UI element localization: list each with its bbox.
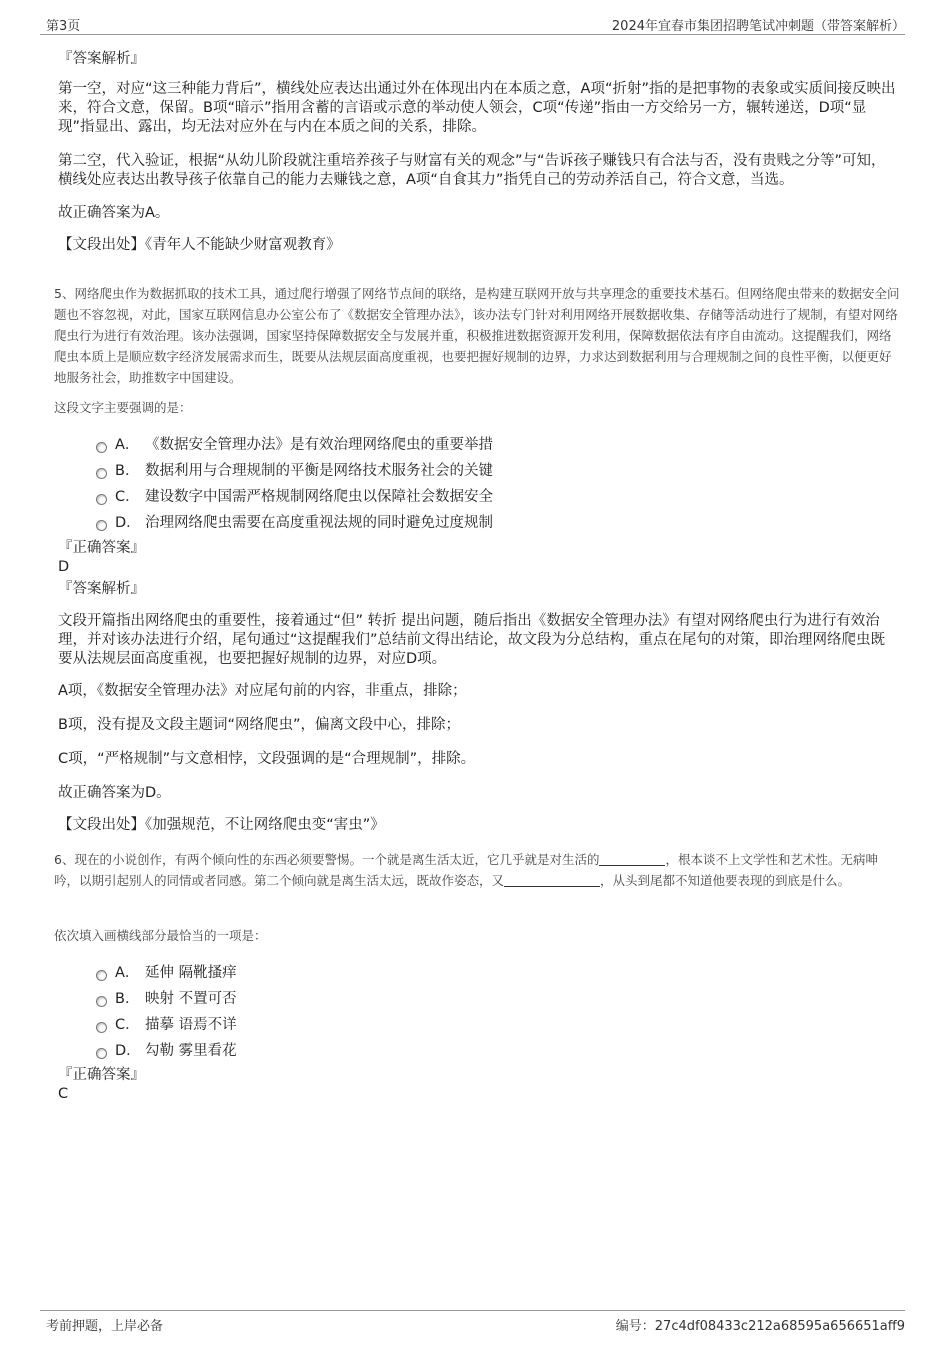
radio-button[interactable] xyxy=(96,1048,107,1059)
q4-analysis-label: 『答案解析』 xyxy=(58,51,145,67)
document-title: 2024年宜春市集团招聘笔试冲刺题（带答案解析） xyxy=(611,19,905,34)
fill-blank-1 xyxy=(599,853,665,866)
radio-button[interactable] xyxy=(96,1022,107,1033)
q6-correct-label: 『正确答案』 xyxy=(58,1067,145,1083)
radio-button[interactable] xyxy=(96,970,107,981)
fill-blank-2 xyxy=(504,874,600,887)
q4-analysis-para2: 第二空，代入验证，根据“从幼儿阶段就注重培养孩子与财富有关的观念”与“告诉孩子赚钱只有合法与否，没有贵贱之分等”可知，横线处应表达出教导孩子依靠自己的能力去赚钱之意，A项“自食其力”指凭自己的劳动养活自己，符合文意，当选。 xyxy=(58,153,886,188)
q5-option-b[interactable]: B． 数据利用与合理规制的平衡是网络技术服务社会的关键 xyxy=(96,459,493,479)
q4-conclusion: 故正确答案为A。 xyxy=(58,205,170,221)
radio-button[interactable] xyxy=(96,468,107,479)
q5-analysis-c: C项，“严格规制”与文意相悖，文段强调的是“合理规制”，排除。 xyxy=(58,751,476,767)
q5-correct-label: 『正确答案』 xyxy=(58,540,145,556)
q5-option-c[interactable]: C． 建设数字中国需严格规制网络爬虫以保障社会数据安全 xyxy=(96,485,493,505)
q6-correct-answer: C xyxy=(58,1086,69,1102)
q4-source: 【文段出处】《青年人不能缺少财富观教育》 xyxy=(58,237,341,253)
q6-stem: 6、现在的小说创作，有两个倾向性的东西必须要警惕。一个就是离生活太近，它几乎就是对生活的 ，根本谈不上文学性和艺术性。无病呻吟，以期引起别人的同情或者同感。第二个倾向就是离生活太远，既故作姿态，又 ，从头到尾都不知道他要表现的到底是什么。 xyxy=(54,852,878,888)
page-header xyxy=(40,14,905,35)
radio-button[interactable] xyxy=(96,520,107,531)
q6-option-d[interactable]: D． 勾勒 雾里看花 xyxy=(96,1039,237,1059)
radio-button[interactable] xyxy=(96,494,107,505)
q5-question: 这段文字主要强调的是： xyxy=(54,400,192,415)
q5-conclusion: 故正确答案为D。 xyxy=(58,785,171,801)
q6-option-a[interactable]: A． 延伸 隔靴搔痒 xyxy=(96,961,237,981)
q6-option-b[interactable]: B． 映射 不置可否 xyxy=(96,987,237,1007)
q5-analysis-para: 文段开篇指出网络爬虫的重要性，接着通过“但” 转折 提出问题，随后指出《数据安全管理办法》有望对网络爬虫行为进行有效治理，并对该办法进行介绍，尾句通过“这提醒我们”总结前文得出结论，故文段为分总结构，重点在尾句的对策，即治理网络爬虫既要从法规层面高度重视，也要把握好规制的边界，对应D项。 xyxy=(58,613,886,667)
radio-button[interactable] xyxy=(96,442,107,453)
page-footer xyxy=(40,1310,905,1334)
q5-source: 【文段出处】《加强规范，不让网络爬虫变“害虫”》 xyxy=(58,817,385,833)
q5-option-d[interactable]: D． 治理网络爬虫需要在高度重视法规的同时避免过度规制 xyxy=(96,511,493,531)
q5-analysis-a: A项，《数据安全管理办法》对应尾句前的内容，非重点，排除； xyxy=(58,683,467,699)
q6-question: 依次填入画横线部分最恰当的一项是： xyxy=(54,928,267,943)
page-number: 第3页 xyxy=(46,19,81,34)
document-code: 编号：27c4df08433c212a68595a656651aff9 xyxy=(615,1319,905,1334)
q6-option-c[interactable]: C． 描摹 语焉不详 xyxy=(96,1013,237,1033)
radio-button[interactable] xyxy=(96,996,107,1007)
q4-analysis-para1: 第一空，对应“这三种能力背后”，横线处应表达出通过外在体现出内在本质之意，A项“折射”指的是把事物的表象或实质间接反映出来，符合文意，保留。B项“暗示”指用含蓄的言语或示意的举动使人领会，C项“传递”指由一方交给另一方，辗转递送，D项“显现”指显出、露出，均无法对应外在与内在本质之间的关系，排除。 xyxy=(58,81,896,135)
footer-slogan: 考前押题，上岸必备 xyxy=(46,1319,164,1334)
q5-stem: 5、网络爬虫作为数据抓取的技术工具，通过爬行增强了网络节点间的联络，是构建互联网开放与共享理念的重要技术基石。但网络爬虫带来的数据安全问题也不容忽视，对此，国家互联网信息办公室公布了《数据安全管理办法》，该办法专门针对利用网络开展数据收集、存储等活动进行了规制，有望对网络爬虫行为进行有效治理。该办法强调，国家坚持保障数据安全与发展并重，积极推进数据资源开发利用，保障数据依法有序自由流动。这提醒我们，网络爬虫本质上是顺应数字经济发展需求而生，既要从法规层面高度重视，也要把握好规制的边界，力求达到数据利用与合理规制之间的良性平衡，以便更好地服务社会，助推数字中国建设。 xyxy=(54,286,900,385)
q5-analysis-label: 『答案解析』 xyxy=(58,581,145,597)
q5-correct-answer: D xyxy=(58,559,70,575)
q5-analysis-b: B项，没有提及文段主题词“网络爬虫”，偏离文段中心，排除； xyxy=(58,717,460,733)
q5-option-a[interactable]: A． 《数据安全管理办法》是有效治理网络爬虫的重要举措 xyxy=(96,433,493,453)
